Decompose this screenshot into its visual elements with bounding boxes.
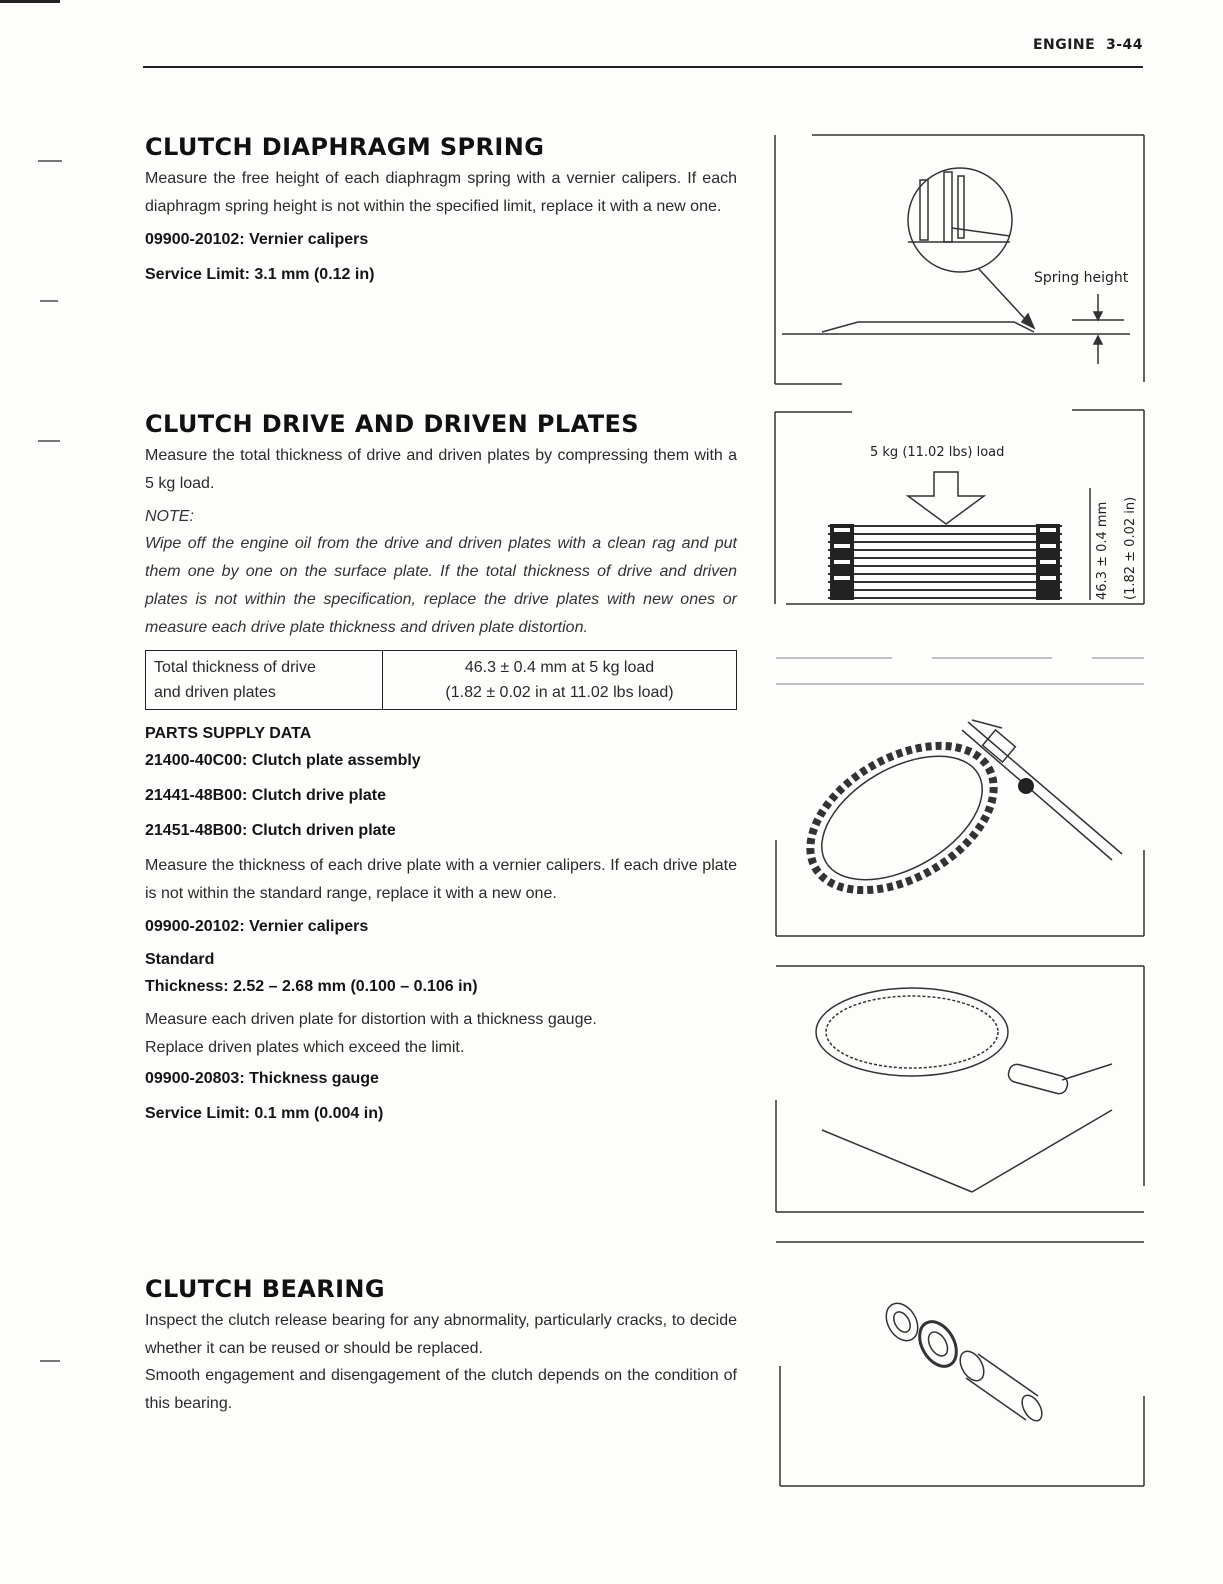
spec-label-line: and driven plates [154, 684, 276, 701]
note-text: Wipe off the engine oil from the drive and driven plates with a clean rag and put them one by one on the surface plate. If the total thickness of drive and driven plates is not within the specification, replace the drive plates with new ones or measure each drive plate thickness and driven plate distortion. [145, 535, 737, 636]
parts-item: 21441-48B00: Clutch drive plate [145, 787, 386, 804]
margin-tick [38, 160, 62, 162]
header-section: ENGINE [1032, 37, 1096, 53]
body-text: Measure the free height of each diaphragm spring with a vernier calipers. If each diaphragm spring height is not within the specified limit, replace it with a new one. [145, 170, 737, 215]
page-header [1033, 37, 1143, 53]
standard-label: Standard [145, 951, 215, 968]
spec-label-line: Total thickness of drive [154, 659, 316, 676]
figure-drive-plate-caliper [772, 690, 1152, 940]
spec-table [145, 650, 737, 710]
corner-mark [0, 0, 60, 3]
service-limit: Service Limit: 3.1 mm (0.12 in) [145, 266, 375, 283]
table-row [146, 651, 737, 710]
section-title: CLUTCH DIAPHRAGM SPRING [145, 133, 545, 161]
figure-clutch-bearing [772, 1236, 1152, 1492]
margin-tick [40, 1360, 60, 1362]
figure-separator [772, 650, 1152, 690]
tool-line: 09900-20803: Thickness gauge [145, 1070, 379, 1087]
service-limit: Service Limit: 0.1 mm (0.004 in) [145, 1105, 384, 1122]
body-text: Measure the thickness of each drive plate with a vernier calipers. If each drive plate is not within the standard range, replace it with a new one. [145, 857, 737, 902]
spec-value-line: (1.82 ± 0.02 in at 11.02 lbs load) [445, 684, 674, 701]
parts-heading: PARTS SUPPLY DATA [145, 725, 312, 742]
body-text: Smooth engagement and disengagement of the clutch depends on the condition of this bearing. [145, 1367, 737, 1412]
figure-spring-height [772, 132, 1148, 388]
margin-tick [38, 440, 60, 442]
load-label: 5 kg (11.02 lbs) load [870, 445, 1005, 460]
tool-line: 09900-20102: Vernier calipers [145, 918, 369, 935]
section-title: CLUTCH DRIVE AND DRIVEN PLATES [145, 410, 639, 438]
parts-item: 21451-48B00: Clutch driven plate [145, 822, 396, 839]
margin-tick [40, 300, 58, 302]
body-text: Measure the total thickness of drive and driven plates by compressing them with a 5 kg load. [145, 447, 737, 492]
spec-value-cell [383, 651, 737, 710]
section-diaphragm-spring [145, 133, 737, 288]
body-text: Inspect the clutch release bearing for any abnormality, particularly cracks, to decide whether it can be reused or should be replaced. [145, 1312, 737, 1357]
spec-value-line: 46.3 ± 0.4 mm at 5 kg load [464, 659, 655, 676]
parts-item: 21400-40C00: Clutch plate assembly [145, 752, 421, 769]
dimension-in-label: (1.82 ± 0.02 in) [1123, 496, 1138, 600]
figure-plate-stack [772, 404, 1152, 616]
section-title: CLUTCH BEARING [145, 1275, 386, 1303]
tool-line: 09900-20102: Vernier calipers [145, 231, 369, 248]
standard-value: Thickness: 2.52 – 2.68 mm (0.100 – 0.106 in) [145, 978, 478, 995]
header-page-number: 3-44 [1105, 37, 1143, 53]
figure-driven-plate-gauge [772, 960, 1152, 1220]
dimension-mm-label: 46.3 ± 0.4 mm [1095, 501, 1110, 600]
header-rule [143, 66, 1143, 68]
body-text: Replace driven plates which exceed the limit. [145, 1038, 465, 1056]
section-clutch-bearing [145, 1275, 737, 1417]
section-drive-driven-plates [145, 410, 737, 1127]
note-label: NOTE: [145, 508, 194, 525]
body-text: Measure each driven plate for distortion with a thickness gauge. [145, 1011, 597, 1028]
spec-label-cell [146, 651, 383, 710]
spring-height-label: Spring height [1034, 270, 1129, 286]
